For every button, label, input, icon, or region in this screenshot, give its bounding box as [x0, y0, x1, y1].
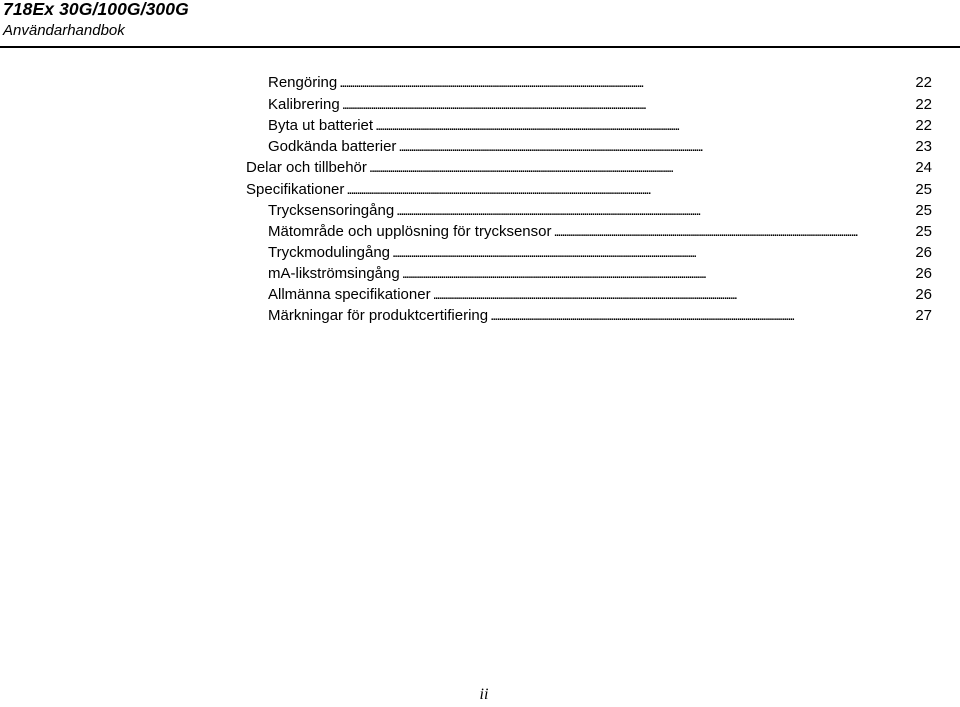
page-number: ii [479, 686, 489, 703]
toc-entry-title: Rengöring [268, 74, 338, 91]
toc-entry[interactable] [268, 200, 932, 222]
toc-entry-page: 25 [915, 223, 932, 240]
toc-dot-leader [396, 200, 892, 222]
toc-entry-title: Märkningar för produktcertifiering [268, 307, 489, 324]
toc-entry[interactable] [268, 94, 932, 116]
toc-entry[interactable] [268, 242, 932, 264]
toc-entry[interactable] [246, 179, 932, 201]
toc-dot-leader [375, 115, 892, 137]
toc-entry-title: Tryckmodulingång [268, 244, 390, 261]
toc-dot-leader [553, 221, 892, 243]
toc-entry[interactable] [268, 284, 932, 306]
header-rule [0, 46, 960, 48]
toc-entry[interactable] [268, 72, 932, 94]
document-subtitle: Användarhandbok [3, 22, 125, 39]
toc-entry[interactable] [268, 305, 932, 327]
toc-entry-page: 25 [915, 202, 932, 219]
toc-entry-page: 27 [915, 307, 932, 324]
toc-dot-leader [398, 136, 892, 158]
toc-entry-title: Godkända batterier [268, 138, 397, 155]
toc-entry[interactable] [268, 115, 932, 137]
toc-entry-title: Kalibrering [268, 96, 340, 113]
toc-entry-page: 26 [915, 244, 932, 261]
toc-entry-page: 25 [915, 181, 932, 198]
toc-entry-title: Mätområde och upplösning för trycksensor [268, 223, 552, 240]
toc-dot-leader [490, 305, 892, 327]
toc-entry-page: 22 [915, 96, 932, 113]
toc-entry-page: 26 [915, 265, 932, 282]
toc-entry-title: Trycksensoringång [268, 202, 395, 219]
toc-entry[interactable] [268, 136, 932, 158]
toc-dot-leader [339, 72, 892, 94]
toc-entry-title: Delar och tillbehör [246, 159, 367, 176]
toc-entry-title: Specifikationer [246, 181, 345, 198]
toc-entry-title: mA-likströmsingång [268, 265, 400, 282]
toc-entry[interactable] [246, 157, 932, 179]
toc-entry-title: Byta ut batteriet [268, 117, 374, 134]
toc-dot-leader [433, 284, 892, 306]
toc-dot-leader [346, 179, 892, 201]
toc-entry-title: Allmänna specifikationer [268, 286, 431, 303]
toc-entry-page: 22 [915, 74, 932, 91]
toc-entry-page: 26 [915, 286, 932, 303]
toc-entry[interactable] [268, 221, 932, 243]
toc-dot-leader [392, 242, 892, 264]
toc-entry-page: 22 [915, 117, 932, 134]
toc-entry-page: 23 [915, 138, 932, 155]
toc-dot-leader [342, 94, 892, 116]
toc-dot-leader [402, 263, 892, 285]
toc-dot-leader [369, 157, 892, 179]
toc-entry-page: 24 [915, 159, 932, 176]
document-title: 718Ex 30G/100G/300G [3, 0, 189, 19]
toc-entry[interactable] [268, 263, 932, 285]
